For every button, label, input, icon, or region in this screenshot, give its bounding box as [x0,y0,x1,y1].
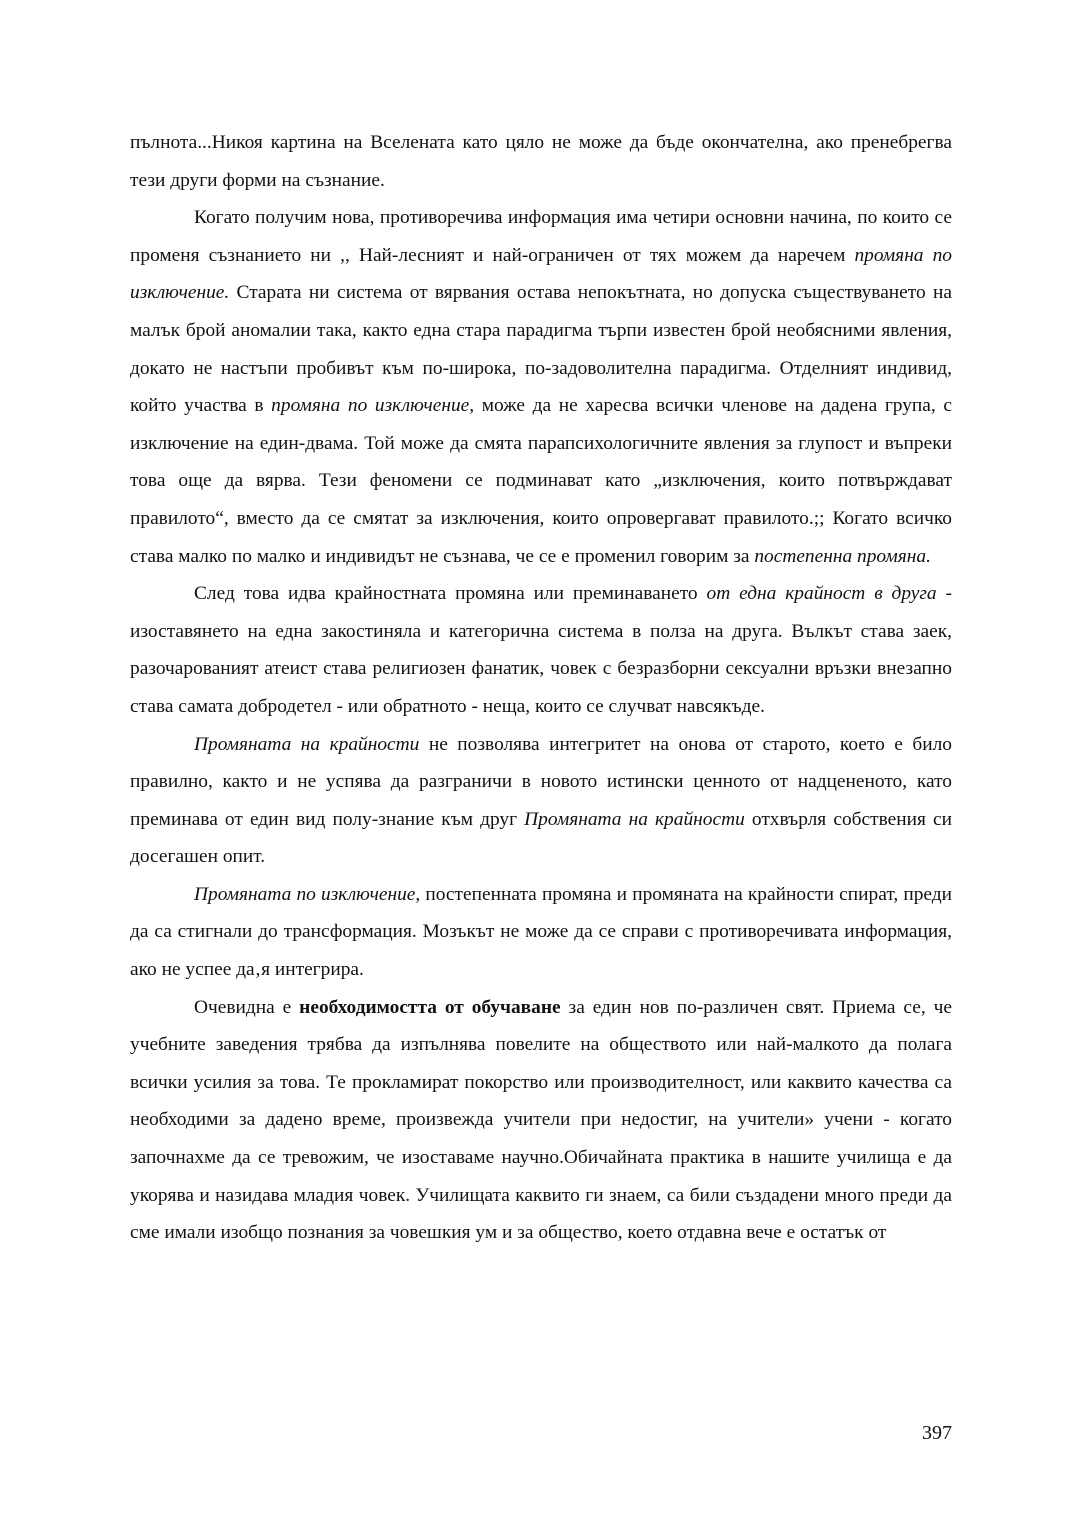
text-segment: - изоставянето на една закостиняла и категорична система в полза на друга. Вълкът става заек, разочарованият атеист става религиозен фанатик, човек с безразборни сексуални връзки внезапно става самата добродетел - или обратното - неща, които се случват навсякъде. [130,583,952,717]
italic-term: промяна по изключение. [130,244,952,304]
bold-term: необходимостта от обучаване [299,996,561,1018]
italic-term: постепенна промяна. [754,545,931,567]
italic-term: промяна по изключение, [271,395,475,417]
paragraph-4 [130,726,952,876]
italic-term: Промяната на крайности [194,733,420,755]
page-number: 397 [922,1422,952,1444]
text-segment: отхвърля собствения си досегашен опит. [130,808,952,868]
italic-term: от една крайност в друга [706,583,937,605]
paragraph-3 [130,575,952,725]
text-segment: за един нов по-различен свят. Приема се, че учебните заведения трябва да изпълнява повелите на обществото или най-малкото да полага всички усилия за това. Те прокламират покорство или производителност, или каквито качества са необходими за дадено време, произвежда учители при недостиг, на учители» учени - когато започнахме да се тревожим, че изоставаме научно.Обичайната практика в нашите училища е да укорява и назидава младия човек. Училищата каквито ги знаем, са били създадени много преди да сме имали изобщо познания за човешкия ум и за общество, което отдавна вече е остатък от [130,996,953,1244]
text-segment: Когато получим нова, противоречива информация има четири основни начина, по които се променя съзнанието ни ,, Най-лесният и най-ограничен от тях можем да наречем [130,207,952,266]
paragraph-2 [130,199,952,575]
text-segment: , постепенната промяна и промяната на крайности спират, преди да са стигнали до трансформация. Мозъкът не може да се справи с противоречивата информация, ако не успее да‚я интегрира. [130,883,953,981]
text-segment: След това идва крайностната промяна или преминаването [194,583,707,605]
text-segment: пълнота...Никоя картина на Вселената като цяло не може да бъде окончателна, ако пренебрегва тези други форми на съзнание. [130,132,952,191]
paragraph-5 [130,876,952,989]
text-segment: може да не харесва всички членове на дадена група, с изключение на един-двама. Той може да смята парапсихологичните явления за глупост и въпреки това още да вярва. Тези феномени се подминават като „изключения, които потвърждават правилото“, вместо да се смятат за изключения, които опровергават правилото.;; Когато всичко става малко по малко и индивидът не съзнава, че се е променил говорим за [130,395,952,567]
text-segment: Старата ни система от вярвания остава непокътната, но допуска съществуването на малък брой аномалии така, както една стара парадигма търпи известен брой необясними явления, докато не настъпи пробивът към по-широка, по-задоволителна парадигма. Отделният индивид, който участва в [130,282,952,417]
italic-term: Промяната на крайности [524,808,745,830]
italic-term: Промяната по изключение [194,883,416,905]
text-segment: не позволява интегритет на онова от старото, което е било правилно, както и не успява да разграничи в новото истински ценното от надцененото, като преминава от един вид полу-знание към друг [130,733,952,830]
paragraph-6 [130,989,952,1252]
text-segment: Очевидна е [194,996,300,1018]
document-page [130,124,952,1252]
paragraph-1 [130,124,952,199]
